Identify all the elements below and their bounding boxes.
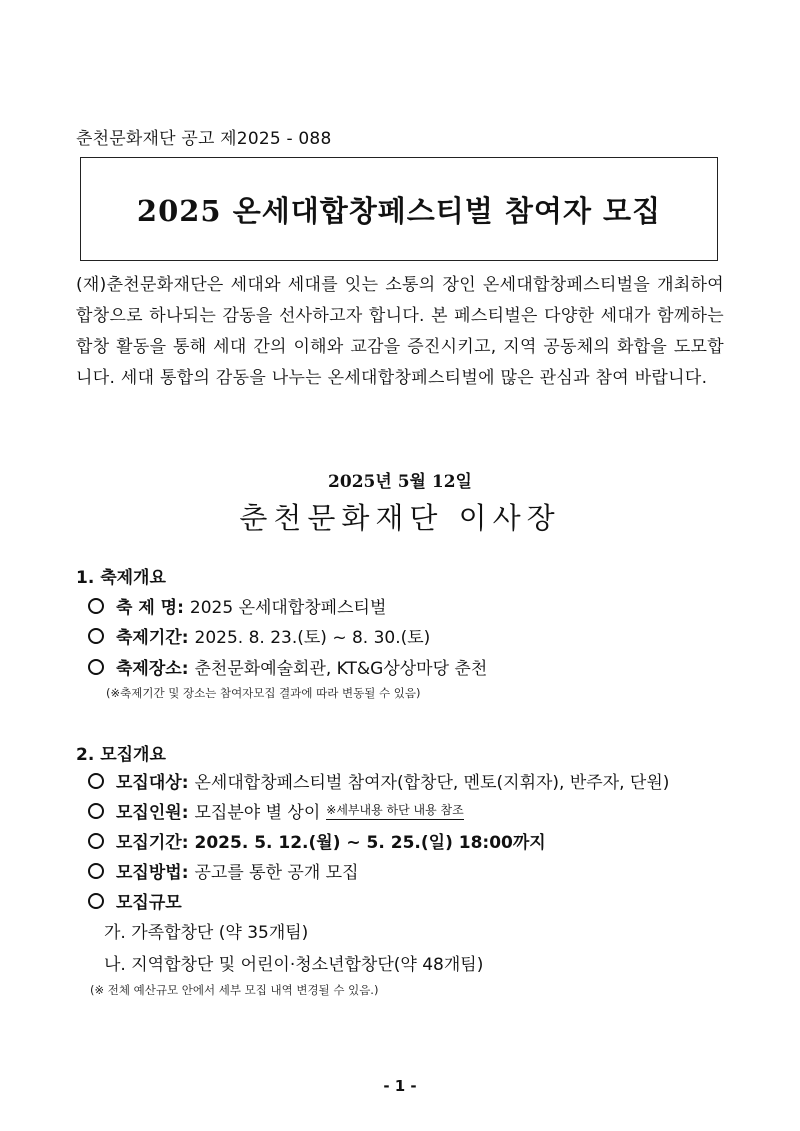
festival-venue-item <box>88 654 487 679</box>
page-title: 2025 온세대합창페스티벌 참여자 모집 <box>136 193 662 228</box>
item-value: 공고를 통한 공개 모집 <box>194 863 359 883</box>
circle-bullet-icon <box>88 833 104 849</box>
issuer-name: 춘천문화재단 이사장 <box>239 501 561 535</box>
page-number: - 1 - <box>383 1077 417 1095</box>
section-heading-festival-overview: 1. 축제개요 <box>76 568 166 588</box>
section1-note: (※축제기간 및 장소는 참여자모집 결과에 따라 변동될 수 있음) <box>106 686 421 700</box>
item-value: 2025. 8. 23.(토) ~ 8. 30.(토) <box>194 628 431 648</box>
item-label: 모집규모 <box>116 893 182 913</box>
document-number: 춘천문화재단 공고 제2025 - 088 <box>76 129 332 149</box>
family-choir-subitem: 가. 가족합창단 (약 35개팀) <box>104 923 309 943</box>
recruit-period-item <box>88 828 546 853</box>
item-value: 춘천문화예술회관, KT&G상상마당 춘천 <box>194 659 488 679</box>
recruit-scale-item <box>88 888 188 913</box>
item-value: 2025. 5. 12.(월) ~ 5. 25.(일) 18:00까지 <box>194 833 546 853</box>
circle-bullet-icon <box>88 803 104 819</box>
item-label: 모집방법: <box>116 863 189 883</box>
detail-reference-note: ※세부내용 하단 내용 참조 <box>326 801 463 820</box>
item-label: 축제기간: <box>116 628 189 648</box>
item-value: 온세대합창페스티벌 참여자(합창단, 멘토(지휘자), 반주자, 단원) <box>194 773 670 793</box>
recruit-method-item <box>88 858 359 883</box>
recruit-target-item <box>88 768 669 793</box>
circle-bullet-icon <box>88 628 104 644</box>
item-label: 축 제 명: <box>116 598 184 618</box>
announcement-date: 2025년 5월 12일 <box>328 472 472 492</box>
item-value: 모집분야 별 상이 <box>194 803 321 823</box>
recruit-count-item <box>88 798 464 823</box>
festival-period-item <box>88 623 430 648</box>
circle-bullet-icon <box>88 893 104 909</box>
item-value: 2025 온세대합창페스티벌 <box>189 598 387 618</box>
festival-name-item <box>88 593 386 618</box>
section2-note: (※ 전체 예산규모 안에서 세부 모집 내역 변경될 수 있음.) <box>90 983 379 997</box>
circle-bullet-icon <box>88 863 104 879</box>
intro-paragraph: (재)춘천문화재단은 세대와 세대를 잇는 소통의 장인 온세대합창페스티벌을 개최하여 합창으로 하나되는 감동을 선사하고자 합니다. 본 페스티벌은 다양한 세대가 함께하는 합창 활동을 통해 세대 간의 이해와 교감을 증진시키고, 지역 공동체의 화합을 도모합니다. 세대 통합의 감동을 나누는 온세대합창페스티벌에 많은 관심과 참여 바랍니다. <box>76 275 724 388</box>
circle-bullet-icon <box>88 773 104 789</box>
item-label: 축제장소: <box>116 659 189 679</box>
item-label: 모집기간: <box>116 833 189 853</box>
title-box <box>80 157 718 261</box>
item-label: 모집대상: <box>116 773 189 793</box>
circle-bullet-icon <box>88 659 104 675</box>
item-label: 모집인원: <box>116 803 189 823</box>
community-choir-subitem: 나. 지역합창단 및 어린이·청소년합창단(약 48개팀) <box>104 955 484 975</box>
circle-bullet-icon <box>88 598 104 614</box>
section-heading-recruitment-overview: 2. 모집개요 <box>76 745 166 765</box>
